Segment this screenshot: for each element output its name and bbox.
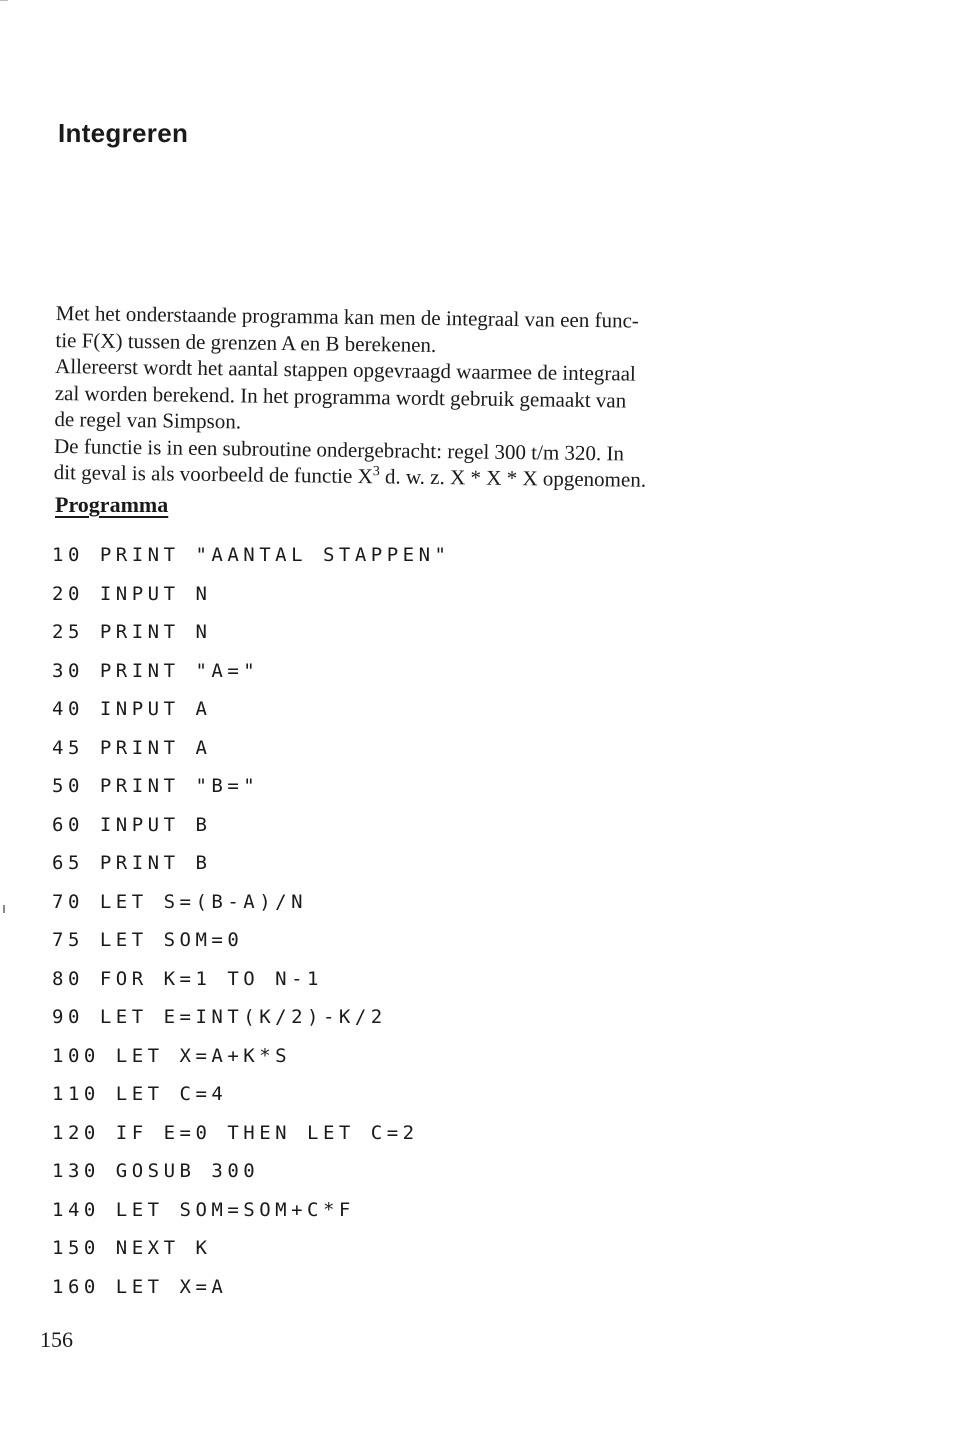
scan-mark <box>0 0 8 1</box>
program-line: 80 FOR K=1 TO N-1 <box>52 967 323 990</box>
page-title: Integreren <box>58 118 189 148</box>
program-line: 20 INPUT N <box>52 582 212 605</box>
program-line: 160 LET X=A <box>52 1275 228 1298</box>
intro-line: de regel van Simpson. <box>54 406 242 434</box>
program-line: 70 LET S=(B-A)/N <box>52 890 308 913</box>
program-line: 120 IF E=0 THEN LET C=2 <box>52 1121 419 1144</box>
intro-line: Met het onderstaande programma kan men de integraal van een func- <box>55 300 640 333</box>
program-line: 75 LET SOM=0 <box>52 929 244 951</box>
program-line: 25 PRINT N <box>52 621 212 643</box>
exponent: 3 <box>372 464 380 480</box>
intro-line: Allereerst wordt het aantal stappen opgevraagd waarmee de integraal <box>54 353 636 386</box>
intro-text-fragment: d. w. z. X * X * X opgenomen. <box>379 464 647 492</box>
intro-text-fragment: dit geval is als voorbeeld de functie X <box>53 459 373 489</box>
program-line: 10 PRINT "AANTAL STAPPEN" <box>52 544 451 566</box>
intro-line: tie F(X) tussen de grenzen A en B berekenen. <box>55 327 437 357</box>
scan-mark <box>3 905 5 913</box>
section-heading: Programma <box>55 492 169 517</box>
program-line: 65 PRINT B <box>52 852 212 874</box>
program-line: 45 PRINT A <box>52 736 212 759</box>
program-line: 140 LET SOM=SOM+C*F <box>52 1198 355 1221</box>
program-line: 100 LET X=A+K*S <box>52 1044 292 1067</box>
program-line: 30 PRINT "A=" <box>52 659 260 682</box>
intro-text <box>54 300 856 496</box>
program-line: 40 INPUT A <box>52 698 212 720</box>
program-line: 90 LET E=INT(K/2)-K/2 <box>52 1006 387 1028</box>
program-listing <box>52 540 450 1310</box>
intro-line: zal worden berekend. In het programma wordt gebruik gemaakt van <box>54 380 627 412</box>
program-line: 50 PRINT "B=" <box>52 775 260 797</box>
program-line: 110 LET C=4 <box>52 1083 228 1105</box>
intro-line: De functie is in een subroutine ondergebracht: regel 300 t/m 320. In <box>53 433 625 465</box>
page-number: 156 <box>40 1327 73 1352</box>
program-line: 60 INPUT B <box>52 813 212 836</box>
program-line: 150 NEXT K <box>52 1237 212 1259</box>
program-line: 130 GOSUB 300 <box>52 1160 260 1182</box>
